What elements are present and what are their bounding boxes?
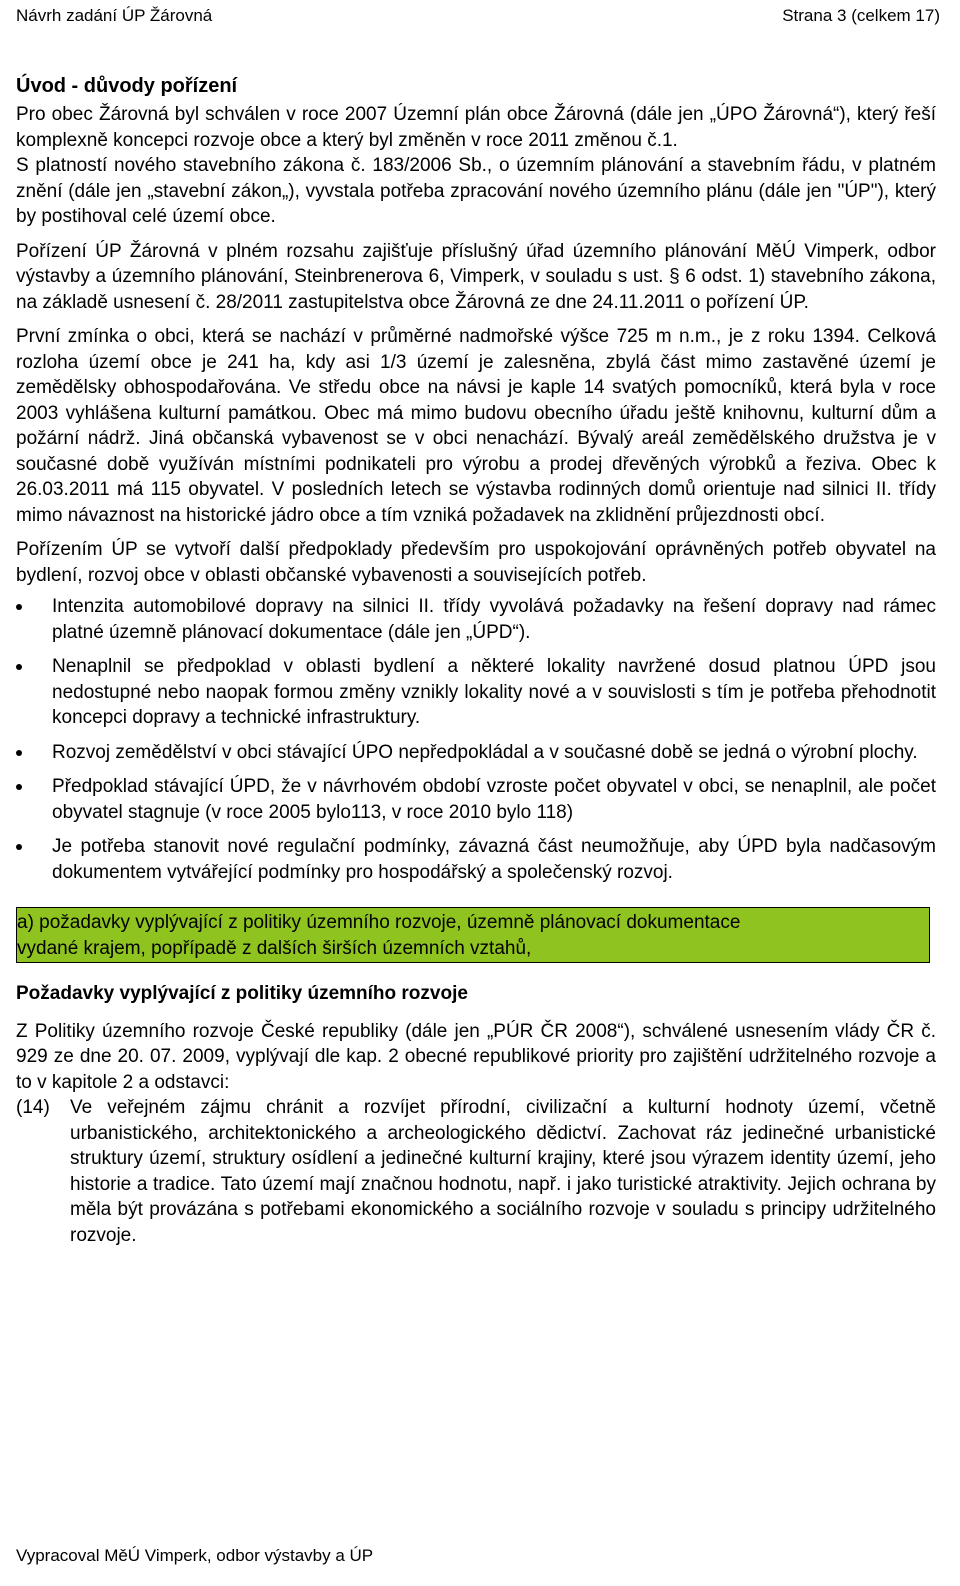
header-page-number: Strana 3 (celkem 17) xyxy=(782,6,940,25)
bullet-icon xyxy=(16,784,22,790)
paragraph-history: První zmínka o obci, která se nachází v průměrné nadmořské výšce 725 m n.m., je z roku 1394. Celková rozloha území obce je 241 ha, kdy asi 1/3 území je zalesněna, zbylá část mimo zastavěné území je zemědělsky obhospodařována. Ve středu obce na návsi je kaple 14 svatých pomocníků, která byla v roce 2003 vyhlášena kulturní památkou. Obec má mimo budovu obecního úřadu ještě knihovnu, kulturní dům a požární nádrž. Jiná občanská vybavenost se v obci nenachází. Bývalý areál zemědělského družstva je v současné době využíván místními podnikateli pro výrobu a prodej dřevěných výrobků a řeziva. Obec k 26.03.2011 má 115 obyvatel. V posledních letech se výstavba rodinných domů orientuje nad silnici II. třídy mimo návaznost na historické jádro obce a tím vzniká požadavek na zklidnění průjezdnosti obcí. xyxy=(16,326,936,526)
page-header xyxy=(16,2,940,30)
item-14-number: (14) xyxy=(16,1097,50,1118)
subheading: Požadavky vyplývající z politiky územního rozvoje xyxy=(16,983,468,1004)
section-a-line2: vydané krajem, popřípadě z dalších širších územních vztahů, xyxy=(17,937,532,959)
paragraph-intro: Pro obec Žárovná byl schválen v roce 2007 Územní plán obce Žárovná (dále jen „ÚPO Žárovná“), který řeší komplexně koncepci rozvoje obce a který byl změněn v roce 2011 změnou č.1. xyxy=(16,104,936,151)
section-title: Úvod - důvody pořízení xyxy=(16,75,238,97)
bullet-icon xyxy=(16,604,22,610)
bullet-icon xyxy=(16,750,22,756)
page-footer: Vypracoval MěÚ Vimperk, odbor výstavby a ÚP xyxy=(16,1546,374,1565)
paragraph-procurement: Pořízení ÚP Žárovná v plném rozsahu zajišťuje příslušný úřad územního plánování MěÚ Vimperk, odbor výstavby a územního plánování, Steinbrenerova 6, Vimperk, v souladu s ust. § 6 odst. 1) stavebního zákona, na základě usnesení č. 28/2011 zastupitelstva obce Žárovná ze dne 24.11.2011 o pořízení ÚP. xyxy=(16,240,936,313)
paragraph-pur: Z Politiky územního rozvoje České republiky (dále jen „PÚR ČR 2008“), schválené usnesením vlády ČR č. 929 ze dne 20. 07. 2009, vyplývají dle kap. 2 obecné republikové priority pro zajištění udržitelného rozvoje a to v kapitole 2 a odstavci: xyxy=(16,1020,936,1093)
bullet-icon xyxy=(16,844,22,850)
section-a-highlight xyxy=(16,907,930,963)
list-item: Předpoklad stávající ÚPD, že v návrhovém období vzroste počet obyvatel v obci, se nenaplnil, ale počet obyvatel stagnuje (v roce 2005 bylo113, v roce 2010 bylo 118) xyxy=(16,774,936,825)
paragraph-building-law: S platností nového stavebního zákona č. 183/2006 Sb., o územním plánování a stavebním řádu, v platném znění (dále jen „stavební zákon„), vyvstala potřeba zpracování nového územního plánu (dále jen "ÚP"), který by postihoval celé území obce. xyxy=(16,155,936,227)
list-item: Intenzita automobilové dopravy na silnici II. třídy vyvolává požadavky na řešení dopravy nad rámec platné územně plánovací dokumentace (dále jen „ÚPD“). xyxy=(16,594,936,645)
bullet-icon xyxy=(16,664,22,670)
section-a-line1: a) požadavky vyplývající z politiky územního rozvoje, územně plánovací dokumentace xyxy=(17,912,741,933)
document-body xyxy=(16,70,936,1248)
bullet-list xyxy=(16,594,936,885)
item-14-text: Ve veřejném zájmu chránit a rozvíjet přírodní, civilizační a kulturní hodnoty území, včetně urbanistického, architektonického a archeologického dědictví. Zachovat ráz jedinečné urbanistické struktury území, struktury osídlení a jedinečné kulturní krajiny, které jsou výrazem identity území, jeho historie a tradice. Tato území mají značnou hodnotu, např. i jako turistické atraktivity. Jejich ochrana by měla být provázána s potřebami ekonomického a sociálního rozvoje v souladu s principy udržitelného rozvoje. xyxy=(70,1097,936,1246)
list-item: Je potřeba stanovit nové regulační podmínky, závazná část neumožňuje, aby ÚPD byla nadčasovým dokumentem vytvářející podmínky pro hospodářský a společenský rozvoj. xyxy=(16,834,936,885)
list-item: Nenaplnil se předpoklad v oblasti bydlení a některé lokality navržené dosud platnou ÚPD jsou nedostupné nebo naopak formou změny vznikly lokality nové a v souvislosti s tím je potřeba přehodnotit koncepci dopravy a technické infrastruktury. xyxy=(16,654,936,731)
item-14 xyxy=(16,1095,936,1248)
list-item: Rozvoj zemědělství v obci stávající ÚPO nepředpokládal a v současné době se jedná o výrobní plochy. xyxy=(16,740,936,766)
header-document-title: Návrh zadání ÚP Žárovná xyxy=(16,6,213,25)
paragraph-preconditions: Pořízením ÚP se vytvoří další předpoklady především pro uspokojování oprávněných potřeb obyvatel na bydlení, rozvoj obce v oblasti občanské vybavenosti a souvisejících potřeb. xyxy=(16,539,936,586)
